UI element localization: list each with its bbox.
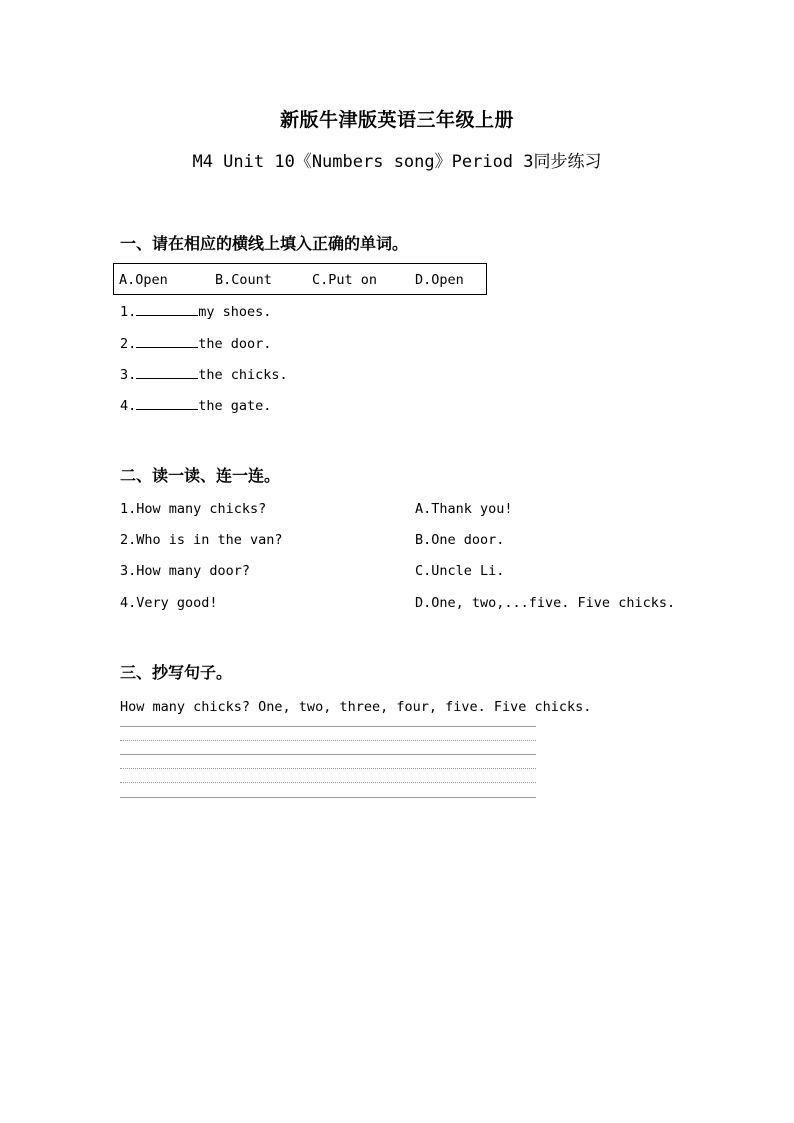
option-a: A.Open bbox=[119, 272, 168, 288]
page-subtitle: M4 Unit 10《Numbers song》Period 3同步练习 bbox=[192, 152, 602, 172]
writing-line[interactable] bbox=[120, 797, 536, 798]
item-text: the chicks. bbox=[198, 367, 288, 383]
item-number: 3. bbox=[120, 367, 137, 383]
match-right-d[interactable]: D.One, two,...five. Five chicks. bbox=[415, 595, 676, 611]
answer-blank[interactable] bbox=[136, 366, 198, 379]
section3-heading: 三、抄写句子。 bbox=[120, 663, 233, 682]
item-number: 2. bbox=[120, 336, 137, 352]
section1-heading: 一、请在相应的横线上填入正确的单词。 bbox=[120, 234, 409, 253]
page-title: 新版牛津版英语三年级上册 bbox=[279, 109, 514, 131]
match-right-a[interactable]: A.Thank you! bbox=[415, 501, 513, 517]
match-right-b[interactable]: B.One door. bbox=[415, 532, 505, 548]
match-left-4[interactable]: 4.Very good! bbox=[120, 595, 218, 611]
match-left-3[interactable]: 3.How many door? bbox=[120, 563, 251, 579]
writing-guide-line bbox=[120, 768, 536, 769]
match-left-1[interactable]: 1.How many chicks? bbox=[120, 501, 267, 517]
answer-blank[interactable] bbox=[136, 303, 198, 316]
fill-item-2 bbox=[120, 335, 271, 352]
writing-guide-line bbox=[120, 782, 536, 783]
answer-blank[interactable] bbox=[136, 397, 198, 410]
item-text: the gate. bbox=[198, 398, 272, 414]
item-text: the door. bbox=[198, 336, 272, 352]
copy-sentence: How many chicks? One, two, three, four, five. Five chicks. bbox=[120, 699, 592, 715]
match-left-2[interactable]: 2.Who is in the van? bbox=[120, 532, 283, 548]
item-number: 4. bbox=[120, 398, 137, 414]
writing-line[interactable] bbox=[120, 726, 536, 727]
section2-heading: 二、读一读、连一连。 bbox=[120, 466, 281, 485]
fill-item-1 bbox=[120, 303, 271, 320]
match-right-c[interactable]: C.Uncle Li. bbox=[415, 563, 505, 579]
option-d: D.Open bbox=[415, 272, 464, 288]
item-text: my shoes. bbox=[198, 304, 272, 320]
option-c: C.Put on bbox=[312, 272, 378, 288]
fill-item-4 bbox=[120, 397, 271, 414]
answer-blank[interactable] bbox=[136, 335, 198, 348]
fill-item-3 bbox=[120, 366, 288, 383]
item-number: 1. bbox=[120, 304, 137, 320]
writing-guide-line bbox=[120, 740, 536, 741]
option-b: B.Count bbox=[215, 272, 272, 288]
writing-line[interactable] bbox=[120, 754, 536, 755]
